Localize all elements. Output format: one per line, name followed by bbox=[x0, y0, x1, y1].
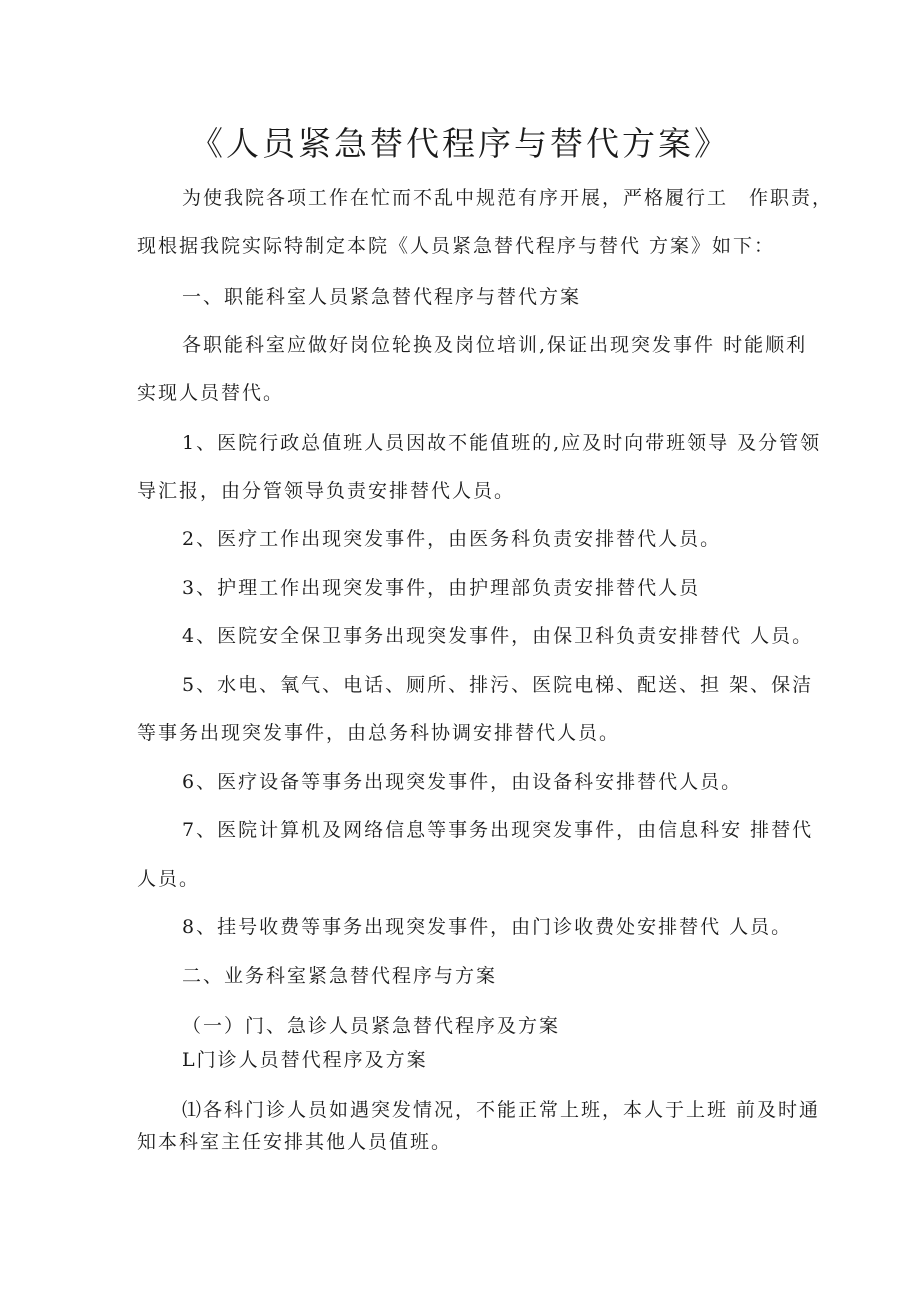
list-item: 4、医院安全保卫事务出现突发事件，由保卫科负责安排替代 人员。 bbox=[182, 625, 814, 647]
paragraph-line: 实现人员替代。 bbox=[137, 382, 285, 404]
list-item: 3、护理工作出现突发事件，由护理部负责安排替代人员 bbox=[182, 577, 701, 599]
section-heading: 二、业务科室紧急替代程序与方案 bbox=[182, 965, 498, 987]
paragraph-line: 现根据我院实际特制定本院《人员紧急替代程序与替代 方案》如下： bbox=[137, 235, 776, 257]
list-item: 导汇报，由分管领导负责安排替代人员。 bbox=[137, 480, 516, 502]
list-item: 6、医疗设备等事务出现突发事件，由设备科安排替代人员。 bbox=[182, 771, 743, 793]
list-item: 等事务出现突发事件，由总务科协调安排替代人员。 bbox=[137, 722, 621, 744]
list-item: 2、医疗工作出现突发事件，由医务科负责安排替代人员。 bbox=[182, 528, 722, 550]
list-item: 7、医院计算机及网络信息等事务出现突发事件，由信息科安 排替代 bbox=[182, 819, 814, 841]
paragraph-line: 为使我院各项工作在忙而不乱中规范有序开展，严格履行工 作职责， bbox=[182, 187, 834, 209]
list-item: 人员。 bbox=[137, 868, 201, 890]
section-heading: 一、职能科室人员紧急替代程序与替代方案 bbox=[182, 286, 582, 308]
paragraph-line: ⑴各科门诊人员如遇突发情况，不能正常上班，本人于上班 前及时通 bbox=[182, 1099, 821, 1121]
subsection-heading: L门诊人员替代程序及方案 bbox=[182, 1049, 428, 1071]
subsection-heading: （一）门、急诊人员紧急替代程序及方案 bbox=[182, 1015, 561, 1037]
paragraph-line: 知本科室主任安排其他人员值班。 bbox=[137, 1131, 453, 1153]
list-item: 8、挂号收费等事务出现突发事件，由门诊收费处安排替代 人员。 bbox=[182, 916, 793, 938]
document-title: 《人员紧急替代程序与替代方案》 bbox=[190, 124, 730, 163]
paragraph-line: 各职能科室应做好岗位轮换及岗位培训,保证出现突发事件 时能顺利 bbox=[182, 334, 808, 356]
list-item: 5、水电、氧气、电话、厕所、排污、医院电梯、配送、担 架、保洁 bbox=[182, 674, 814, 696]
list-item: 1、医院行政总值班人员因故不能值班的,应及时向带班领导 及分管领 bbox=[182, 432, 822, 454]
